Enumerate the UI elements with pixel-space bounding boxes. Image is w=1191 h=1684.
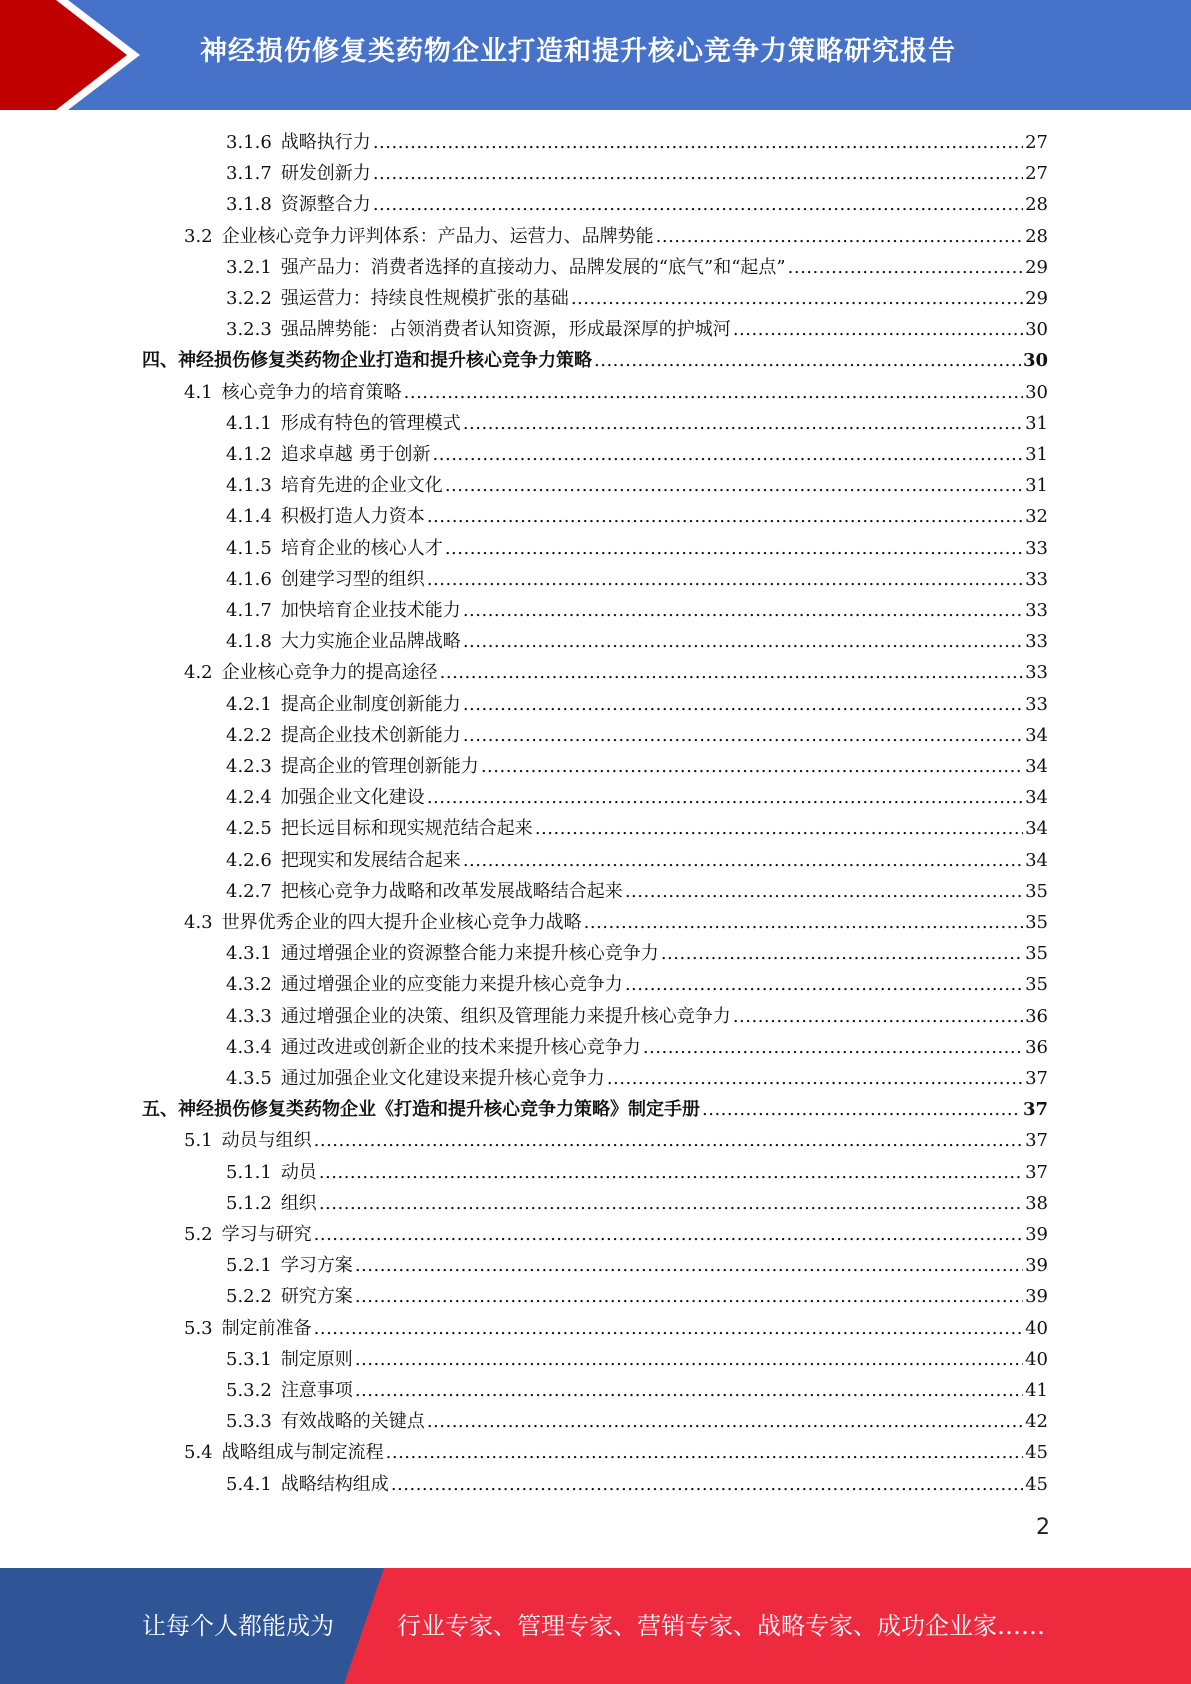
toc-entry-title: 通过增强企业的决策、组织及管理能力来提升核心竞争力 <box>280 1005 731 1027</box>
page-number: 2 <box>1036 1515 1050 1540</box>
toc-dot-leader <box>607 1063 1023 1094</box>
toc-entry-title: 世界优秀企业的四大提升企业核心竞争力战略 <box>221 912 582 933</box>
toc-entry-page: 35 <box>1025 943 1048 965</box>
toc-entry-number: 4.1.2 <box>226 444 272 465</box>
toc-entry-number: 5.1.1 <box>226 1161 272 1183</box>
toc-entry-number: 4.3.1 <box>226 943 272 965</box>
toc-entry-number: 5.3 <box>184 1317 213 1339</box>
toc-entry-page: 33 <box>1025 693 1048 715</box>
toc-entry-title: 强产品力：消费者选择的直接动力、品牌发展的“底气”和“起点” <box>280 256 786 278</box>
toc-entry[interactable] <box>226 720 1048 751</box>
toc-entry-title: 战略执行力 <box>280 132 371 153</box>
toc-entry[interactable] <box>226 1281 1048 1312</box>
toc-dot-leader <box>594 345 1021 376</box>
toc-entry-number: 4.2.5 <box>226 818 272 840</box>
toc-dot-leader <box>427 501 1023 532</box>
toc-entry-title: 有效战略的关键点 <box>280 1411 425 1433</box>
toc-entry-page: 39 <box>1025 1286 1048 1308</box>
toc-entry[interactable] <box>226 314 1048 345</box>
toc-entry-title: 把核心竞争力战略和改革发展战略结合起来 <box>280 880 623 902</box>
toc-entry[interactable] <box>184 657 1048 688</box>
toc-entry-number: 3.1.8 <box>226 194 272 216</box>
toc-entry-number: 4.1.3 <box>226 475 272 497</box>
toc-entry-number: 4.3 <box>184 912 213 933</box>
toc-dot-leader <box>625 969 1023 1000</box>
toc-entry-number: 4.2.2 <box>226 724 272 746</box>
toc-entry-title: 神经损伤修复类药物企业《打造和提升核心竞争力策略》制定手册 <box>178 1099 700 1121</box>
toc-dot-leader <box>355 1281 1023 1312</box>
toc-entry-title: 形成有特色的管理模式 <box>280 412 461 434</box>
toc-entry-page: 35 <box>1025 974 1048 996</box>
toc-entry-number: 4.3.2 <box>226 974 272 996</box>
toc-entry-number: 4.1.5 <box>226 537 272 559</box>
toc-entry-title: 追求卓越 勇于创新 <box>280 444 431 465</box>
toc-entry-page: 35 <box>1025 912 1048 933</box>
toc-entry-page: 33 <box>1025 631 1048 653</box>
toc-entry-title: 战略组成与制定流程 <box>221 1442 384 1464</box>
toc-entry-page: 37 <box>1025 1161 1048 1183</box>
toc-dot-leader <box>733 1001 1023 1032</box>
toc-entry[interactable] <box>226 564 1048 595</box>
toc-entry-page: 29 <box>1025 256 1048 278</box>
toc-entry-title: 通过加强企业文化建设来提升核心竞争力 <box>280 1068 605 1089</box>
toc-entry-title: 把长远目标和现实规范结合起来 <box>280 818 533 840</box>
toc-entry-number: 3.2.1 <box>226 256 272 278</box>
toc-dot-leader <box>656 221 1023 252</box>
toc-entry[interactable] <box>226 408 1048 439</box>
toc-entry-title: 资源整合力 <box>280 194 371 216</box>
toc-entry[interactable] <box>142 1094 1048 1125</box>
toc-entry[interactable] <box>226 689 1048 720</box>
toc-entry-title: 加强企业文化建设 <box>280 787 425 809</box>
toc-entry-number: 4.1.7 <box>226 600 272 621</box>
page-header <box>0 0 1191 110</box>
toc-dot-leader <box>373 158 1023 189</box>
toc-entry-title: 提高企业制度创新能力 <box>280 693 461 715</box>
toc-entry-number: 3.2.2 <box>226 288 272 309</box>
toc-entry-title: 研究方案 <box>280 1286 353 1308</box>
toc-entry[interactable] <box>226 1001 1048 1032</box>
toc-entry[interactable] <box>226 1188 1048 1219</box>
toc-entry-page: 39 <box>1025 1255 1048 1277</box>
toc-dot-leader <box>584 907 1023 938</box>
toc-entry-page: 37 <box>1022 1099 1048 1121</box>
toc-entry[interactable] <box>184 221 1048 252</box>
toc-entry-number: 4.1.1 <box>226 412 272 434</box>
toc-dot-leader <box>355 1375 1023 1406</box>
toc-entry-page: 31 <box>1025 444 1048 465</box>
toc-entry[interactable] <box>184 1437 1048 1468</box>
toc-dot-leader <box>314 1125 1023 1156</box>
toc-entry-number: 5.2.1 <box>226 1255 272 1277</box>
toc-dot-leader <box>373 127 1023 158</box>
toc-entry-title: 动员 <box>280 1161 317 1183</box>
toc-entry-page: 31 <box>1025 412 1048 434</box>
toc-entry-page: 30 <box>1025 381 1048 403</box>
toc-entry-number: 4.1.6 <box>226 568 272 590</box>
toc-entry-number: 四、 <box>142 350 178 372</box>
toc-dot-leader <box>355 1250 1023 1281</box>
toc-entry-number: 5.2.2 <box>226 1286 272 1308</box>
toc-dot-leader <box>445 533 1023 564</box>
toc-entry[interactable] <box>226 969 1048 1000</box>
toc-dot-leader <box>314 1219 1023 1250</box>
toc-dot-leader <box>445 470 1023 501</box>
toc-dot-leader <box>314 1313 1023 1344</box>
toc-entry-title: 提高企业的管理创新能力 <box>280 756 479 777</box>
toc-entry-number: 4.2.4 <box>226 787 272 809</box>
toc-entry-number: 4.2 <box>184 662 213 684</box>
toc-entry-number: 3.1.6 <box>226 132 272 153</box>
toc-entry-number: 五、 <box>142 1099 178 1121</box>
report-title: 神经损伤修复类药物企业打造和提升核心竞争力策略研究报告 <box>200 36 956 67</box>
toc-entry[interactable] <box>226 782 1048 813</box>
toc-entry-page: 41 <box>1025 1380 1048 1401</box>
toc-dot-leader <box>373 189 1023 220</box>
toc-entry[interactable] <box>226 845 1048 876</box>
toc-entry-page: 34 <box>1025 756 1048 777</box>
toc-entry-title: 大力实施企业品牌战略 <box>280 631 461 653</box>
toc-entry-page: 34 <box>1025 724 1048 746</box>
toc-entry-number: 4.1.8 <box>226 631 272 653</box>
toc-entry[interactable] <box>226 876 1048 907</box>
toc-entry[interactable] <box>226 1469 1048 1500</box>
toc-entry-number: 4.2.1 <box>226 693 272 715</box>
toc-dot-leader <box>355 1344 1023 1375</box>
toc-entry-title: 动员与组织 <box>221 1130 312 1152</box>
toc-entry-number: 5.4 <box>184 1442 213 1464</box>
toc-entry-number: 4.2.7 <box>226 880 272 902</box>
toc-dot-leader <box>463 720 1023 751</box>
header-arrow-icon <box>0 0 160 110</box>
toc-entry-title: 注意事项 <box>280 1380 353 1401</box>
toc-entry-title: 通过增强企业的应变能力来提升核心竞争力 <box>280 974 623 996</box>
toc-entry-number: 4.1 <box>184 381 213 403</box>
toc-entry[interactable] <box>184 907 1048 938</box>
toc-entry[interactable] <box>226 938 1048 969</box>
toc-entry-number: 4.2.6 <box>226 849 272 871</box>
toc-dot-leader <box>404 377 1023 408</box>
toc-entry[interactable] <box>226 1063 1048 1094</box>
toc-entry-number: 4.1.4 <box>226 506 272 528</box>
toc-entry[interactable] <box>142 345 1048 376</box>
toc-dot-leader <box>463 845 1023 876</box>
toc-entry[interactable] <box>226 1032 1048 1063</box>
toc-entry-title: 培育先进的企业文化 <box>280 475 443 497</box>
toc-entry[interactable] <box>226 189 1048 220</box>
toc-entry-title: 企业核心竞争力的提高途径 <box>221 662 438 684</box>
toc-entry-page: 32 <box>1025 506 1048 528</box>
toc-dot-leader <box>733 314 1023 345</box>
toc-entry-page: 33 <box>1025 600 1048 621</box>
toc-entry-title: 制定原则 <box>280 1348 353 1370</box>
toc-entry-page: 40 <box>1025 1348 1048 1370</box>
toc-entry-title: 积极打造人力资本 <box>280 506 425 528</box>
toc-entry[interactable] <box>226 127 1048 158</box>
toc-entry-page: 27 <box>1025 163 1048 185</box>
toc-entry[interactable] <box>226 1250 1048 1281</box>
toc-entry-title: 制定前准备 <box>221 1317 312 1339</box>
toc-dot-leader <box>481 751 1023 782</box>
toc-entry[interactable] <box>184 1125 1048 1156</box>
toc-entry-page: 38 <box>1025 1192 1048 1214</box>
toc-dot-leader <box>440 657 1023 688</box>
toc-entry-page: 28 <box>1025 194 1048 216</box>
toc-entry-page: 33 <box>1025 568 1048 590</box>
toc-entry[interactable] <box>226 1344 1048 1375</box>
toc-entry-page: 27 <box>1025 132 1048 153</box>
toc-entry-title: 强运营力：持续良性规模扩张的基础 <box>280 288 569 309</box>
toc-entry-page: 34 <box>1025 849 1048 871</box>
toc-dot-leader <box>661 938 1023 969</box>
toc-entry-title: 培育企业的核心人才 <box>280 537 443 559</box>
toc-dot-leader <box>463 408 1023 439</box>
toc-entry-title: 企业核心竞争力评判体系：产品力、运营力、品牌势能 <box>221 225 654 247</box>
toc-dot-leader <box>319 1188 1023 1219</box>
toc-dot-leader <box>571 283 1023 314</box>
toc-entry-number: 5.1.2 <box>226 1192 272 1214</box>
toc-entry[interactable] <box>226 501 1048 532</box>
toc-entry-title: 加快培育企业技术能力 <box>280 600 461 621</box>
toc-entry-title: 战略结构组成 <box>280 1473 389 1495</box>
toc-dot-leader <box>702 1094 1021 1125</box>
toc-entry-number: 4.2.3 <box>226 756 272 777</box>
toc-entry-page: 28 <box>1025 225 1048 247</box>
toc-entry[interactable] <box>226 533 1048 564</box>
toc-entry[interactable] <box>226 470 1048 501</box>
toc-entry[interactable] <box>226 1157 1048 1188</box>
toc-dot-leader <box>625 876 1023 907</box>
toc-dot-leader <box>535 813 1023 844</box>
toc-entry-page: 35 <box>1025 880 1048 902</box>
toc-entry[interactable] <box>226 1375 1048 1406</box>
toc-entry-title: 研发创新力 <box>280 163 371 185</box>
toc-entry-title: 通过改进或创新企业的技术来提升核心竞争力 <box>280 1036 641 1058</box>
toc-dot-leader <box>433 439 1024 470</box>
toc-entry-page: 37 <box>1025 1068 1048 1089</box>
toc-entry-number: 5.4.1 <box>226 1473 272 1495</box>
toc-entry-title: 学习方案 <box>280 1255 353 1277</box>
toc-entry-title: 创建学习型的组织 <box>280 568 425 590</box>
toc-entry-page: 34 <box>1025 787 1048 809</box>
toc-entry-number: 4.3.4 <box>226 1036 272 1058</box>
toc-entry-title: 组织 <box>280 1192 317 1214</box>
toc-entry[interactable] <box>226 813 1048 844</box>
toc-entry-number: 5.3.2 <box>226 1380 272 1401</box>
toc-dot-leader <box>427 782 1023 813</box>
toc-entry-page: 30 <box>1025 319 1048 341</box>
toc-dot-leader <box>463 595 1023 626</box>
toc-entry-number: 5.3.3 <box>226 1411 272 1433</box>
toc-entry-page: 33 <box>1025 662 1048 684</box>
toc-dot-leader <box>319 1157 1023 1188</box>
toc-entry[interactable] <box>226 751 1048 782</box>
toc-dot-leader <box>391 1469 1023 1500</box>
toc-dot-leader <box>427 564 1023 595</box>
toc-entry-number: 3.2 <box>184 225 213 247</box>
toc-dot-leader <box>788 252 1023 283</box>
toc-entry[interactable] <box>226 283 1048 314</box>
toc-entry-page: 39 <box>1025 1224 1048 1245</box>
toc-entry-page: 31 <box>1025 475 1048 497</box>
footer-slogan-left: 让每个人都能成为 <box>142 1612 334 1640</box>
toc-entry-number: 5.2 <box>184 1224 213 1245</box>
toc-entry[interactable] <box>184 377 1048 408</box>
toc-entry-page: 37 <box>1025 1130 1048 1152</box>
toc-entry[interactable] <box>226 626 1048 657</box>
toc-entry-title: 把现实和发展结合起来 <box>280 849 461 871</box>
footer-slogan-right: 行业专家、管理专家、营销专家、战略专家、成功企业家…… <box>397 1612 1045 1640</box>
toc-entry[interactable] <box>226 595 1048 626</box>
toc-dot-leader <box>643 1032 1023 1063</box>
toc-entry-page: 40 <box>1025 1317 1048 1339</box>
toc-entry-page: 33 <box>1025 537 1048 559</box>
toc-entry-number: 5.1 <box>184 1130 213 1152</box>
toc-dot-leader <box>463 626 1023 657</box>
toc-entry[interactable] <box>226 1406 1048 1437</box>
toc-entry-title: 强品牌势能：占领消费者认知资源，形成最深厚的护城河 <box>280 319 731 341</box>
toc-entry-number: 3.2.3 <box>226 319 272 341</box>
toc-entry-page: 42 <box>1025 1411 1048 1433</box>
toc-entry-number: 4.3.3 <box>226 1005 272 1027</box>
toc-entry[interactable] <box>184 1219 1048 1250</box>
toc-entry-page: 30 <box>1022 350 1048 372</box>
toc-entry-title: 学习与研究 <box>221 1224 312 1245</box>
toc-entry[interactable] <box>184 1313 1048 1344</box>
toc-entry-title: 核心竞争力的培育策略 <box>221 381 402 403</box>
toc-dot-leader <box>463 689 1023 720</box>
toc-entry-number: 4.3.5 <box>226 1068 272 1089</box>
toc-dot-leader <box>386 1437 1023 1468</box>
toc-entry[interactable] <box>226 158 1048 189</box>
toc-entry-page: 34 <box>1025 818 1048 840</box>
page-footer <box>0 1568 1191 1684</box>
toc-entry-page: 45 <box>1025 1442 1048 1464</box>
toc-entry[interactable] <box>226 252 1048 283</box>
toc-entry-page: 45 <box>1025 1473 1048 1495</box>
toc-entry[interactable] <box>226 439 1048 470</box>
toc-entry-number: 3.1.7 <box>226 163 272 185</box>
toc-entry-page: 36 <box>1025 1036 1048 1058</box>
toc-entry-title: 通过增强企业的资源整合能力来提升核心竞争力 <box>280 943 659 965</box>
toc-entry-title: 神经损伤修复类药物企业打造和提升核心竞争力策略 <box>178 350 592 372</box>
toc-entry-page: 29 <box>1025 288 1048 309</box>
toc-dot-leader <box>427 1406 1023 1437</box>
toc-entry-number: 5.3.1 <box>226 1348 272 1370</box>
toc-entry-title: 提高企业技术创新能力 <box>280 724 461 746</box>
toc-entry-page: 36 <box>1025 1005 1048 1027</box>
